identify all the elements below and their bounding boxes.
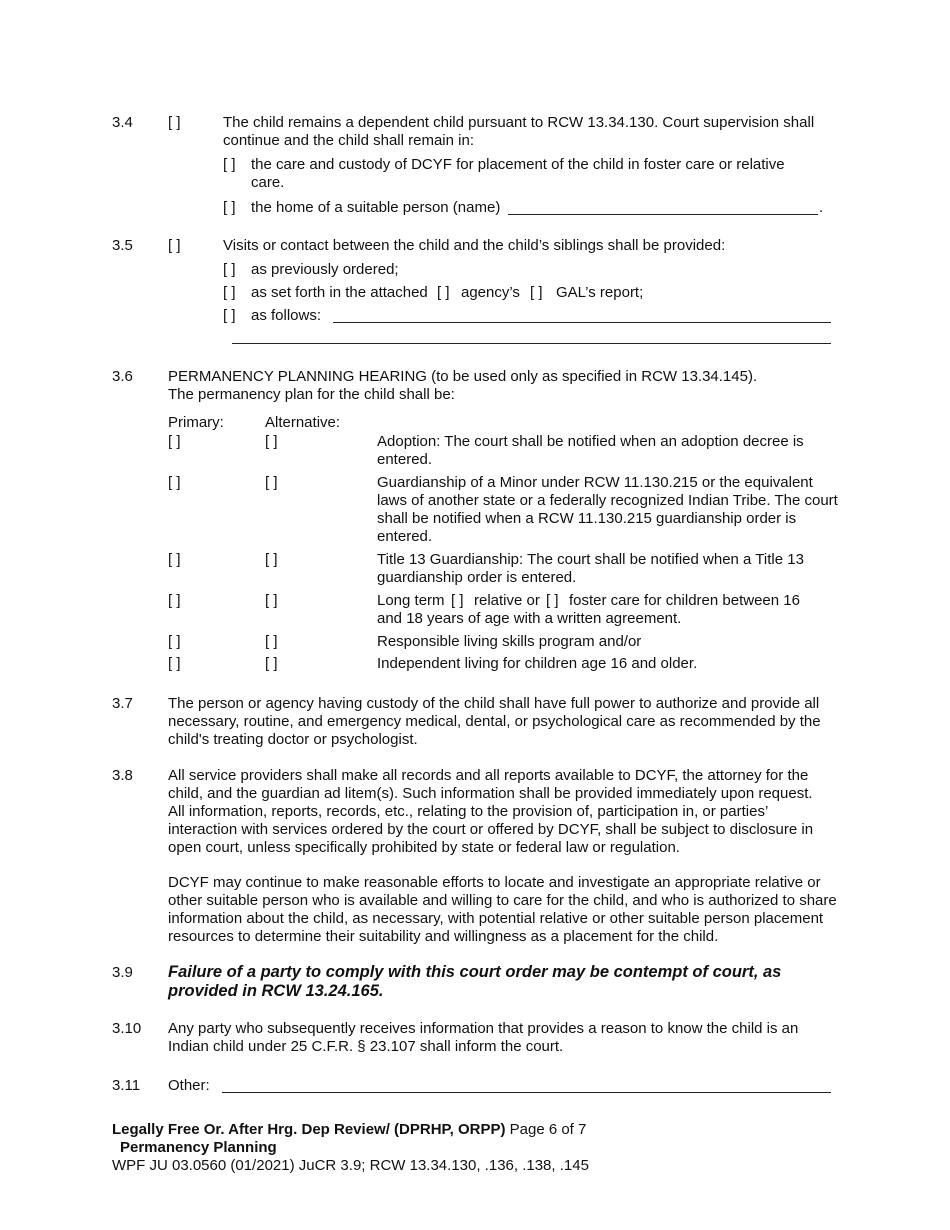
period: . [819, 199, 824, 216]
section-heading: PERMANENCY PLANNING HEARING (to be used only as specified in RCW 13.34.145). [168, 368, 758, 385]
option-text: as follows: [251, 307, 322, 324]
footer-title: Legally Free Or. After Hrg. Dep Review/ (DPRHP, ORPP) [112, 1121, 506, 1138]
checkbox[interactable]: [ ] [223, 284, 236, 301]
section-number: 3.7 [112, 695, 133, 712]
section-number: 3.4 [112, 114, 133, 131]
section-number: 3.9 [112, 964, 133, 981]
other-blank-line[interactable] [222, 1092, 831, 1093]
plan-option-text: Long term [377, 592, 445, 609]
option-text: as set forth in the attached [251, 284, 428, 301]
section-subheading: The permanency plan for the child shall be: [168, 386, 455, 403]
plan-option-text: Adoption: The court shall be notified when an adoption decree is entered. [377, 433, 804, 468]
page-number: Page 6 of 7 [509, 1121, 587, 1138]
checkbox[interactable]: [ ] [223, 307, 236, 324]
footer-subtitle: Permanency Planning [120, 1139, 277, 1156]
alternative-checkbox[interactable]: [ ] [265, 633, 278, 650]
section-paragraph-1: All service providers shall make all records and all reports available to DCYF, the attorney for the child, and the guardian ad litem(s). Such information shall be provided immediately upon request. All information, reports, records, etc., relating to the provision of, participation in, or parties’ interaction with services ordered by the court or offered by DCYF, shall be subject to disclosure in open court, unless specifically prohibited by state or federal law or regulation. [168, 767, 814, 856]
relative-checkbox[interactable]: [ ] [451, 592, 464, 609]
alternative-checkbox[interactable]: [ ] [265, 592, 278, 609]
option-text: the home of a suitable person (name) [251, 199, 501, 216]
follows-blank-line-2[interactable] [232, 343, 831, 344]
primary-checkbox[interactable]: [ ] [168, 551, 181, 568]
alternative-checkbox[interactable]: [ ] [265, 551, 278, 568]
plan-option-text: Guardianship of a Minor under RCW 11.130.215 or the equivalent laws of another state or a federally recognized Indian Tribe. The court shall be notified when a RCW 11.130.215 guardianship order is entered. [377, 474, 838, 545]
primary-checkbox[interactable]: [ ] [168, 433, 181, 450]
primary-checkbox[interactable]: [ ] [168, 592, 181, 609]
plan-option-text: foster care for children between 16 and 18 years of age with a written agreement. [377, 592, 800, 627]
plan-option-text: Responsible living skills program and/or [377, 633, 642, 650]
alternative-checkbox[interactable]: [ ] [265, 433, 278, 450]
option-text: the care and custody of DCYF for placement of the child in foster care or relative care. [251, 156, 785, 191]
plan-option-text: Title 13 Guardianship: The court shall be notified when a Title 13 guardianship order is entered. [377, 551, 804, 586]
contempt-warning: Failure of a party to comply with this court order may be contempt of court, as provided in RCW 13.24.165. [168, 963, 782, 1000]
option-text: GAL’s report; [556, 284, 644, 301]
checkbox[interactable]: [ ] [223, 261, 236, 278]
section-text: Visits or contact between the child and the child’s siblings shall be provided: [223, 237, 726, 254]
primary-checkbox[interactable]: [ ] [168, 633, 181, 650]
primary-checkbox[interactable]: [ ] [168, 655, 181, 672]
follows-blank-line[interactable] [333, 322, 831, 323]
section-text: The person or agency having custody of the child shall have full power to authorize and provide all necessary, routine, and emergency medical, dental, or psychological care as recommended by the child's treating doctor or psychologist. [168, 695, 821, 748]
column-header-primary: Primary: [168, 414, 224, 431]
alternative-checkbox[interactable]: [ ] [265, 655, 278, 672]
option-text: agency’s [461, 284, 520, 301]
name-blank-line[interactable] [508, 214, 818, 215]
section-text: Any party who subsequently receives information that provides a reason to know the child is an Indian child under 25 C.F.R. § 23.107 shall inform the court. [168, 1020, 799, 1055]
section-number: 3.11 [112, 1077, 141, 1094]
alternative-checkbox[interactable]: [ ] [265, 474, 278, 491]
section-number: 3.6 [112, 368, 133, 385]
other-label: Other: [168, 1077, 210, 1094]
section-number: 3.8 [112, 767, 133, 784]
section-paragraph-2: DCYF may continue to make reasonable efforts to locate and investigate an appropriate relative or other suitable person who is available and willing to care for the child, and who is authorized to share information about the child, as necessary, with potential relative or other suitable person placement resources to determine their suitability and willingness as a placement for the child. [168, 874, 837, 945]
plan-option-text: relative or [474, 592, 540, 609]
footer-form-reference: WPF JU 03.0560 (01/2021) JuCR 3.9; RCW 13.34.130, .136, .138, .145 [112, 1157, 589, 1174]
checkbox[interactable]: [ ] [168, 114, 181, 131]
checkbox[interactable]: [ ] [168, 237, 181, 254]
primary-checkbox[interactable]: [ ] [168, 474, 181, 491]
section-number: 3.5 [112, 237, 133, 254]
checkbox[interactable]: [ ] [530, 284, 543, 301]
checkbox[interactable]: [ ] [223, 156, 236, 173]
plan-option-text: Independent living for children age 16 and older. [377, 655, 698, 672]
option-text: as previously ordered; [251, 261, 399, 278]
section-text: The child remains a dependent child pursuant to RCW 13.34.130. Court supervision shall continue and the child shall remain in: [223, 114, 815, 149]
checkbox[interactable]: [ ] [223, 199, 236, 216]
foster-care-checkbox[interactable]: [ ] [546, 592, 559, 609]
section-number: 3.10 [112, 1020, 142, 1037]
checkbox[interactable]: [ ] [437, 284, 450, 301]
column-header-alternative: Alternative: [265, 414, 341, 431]
